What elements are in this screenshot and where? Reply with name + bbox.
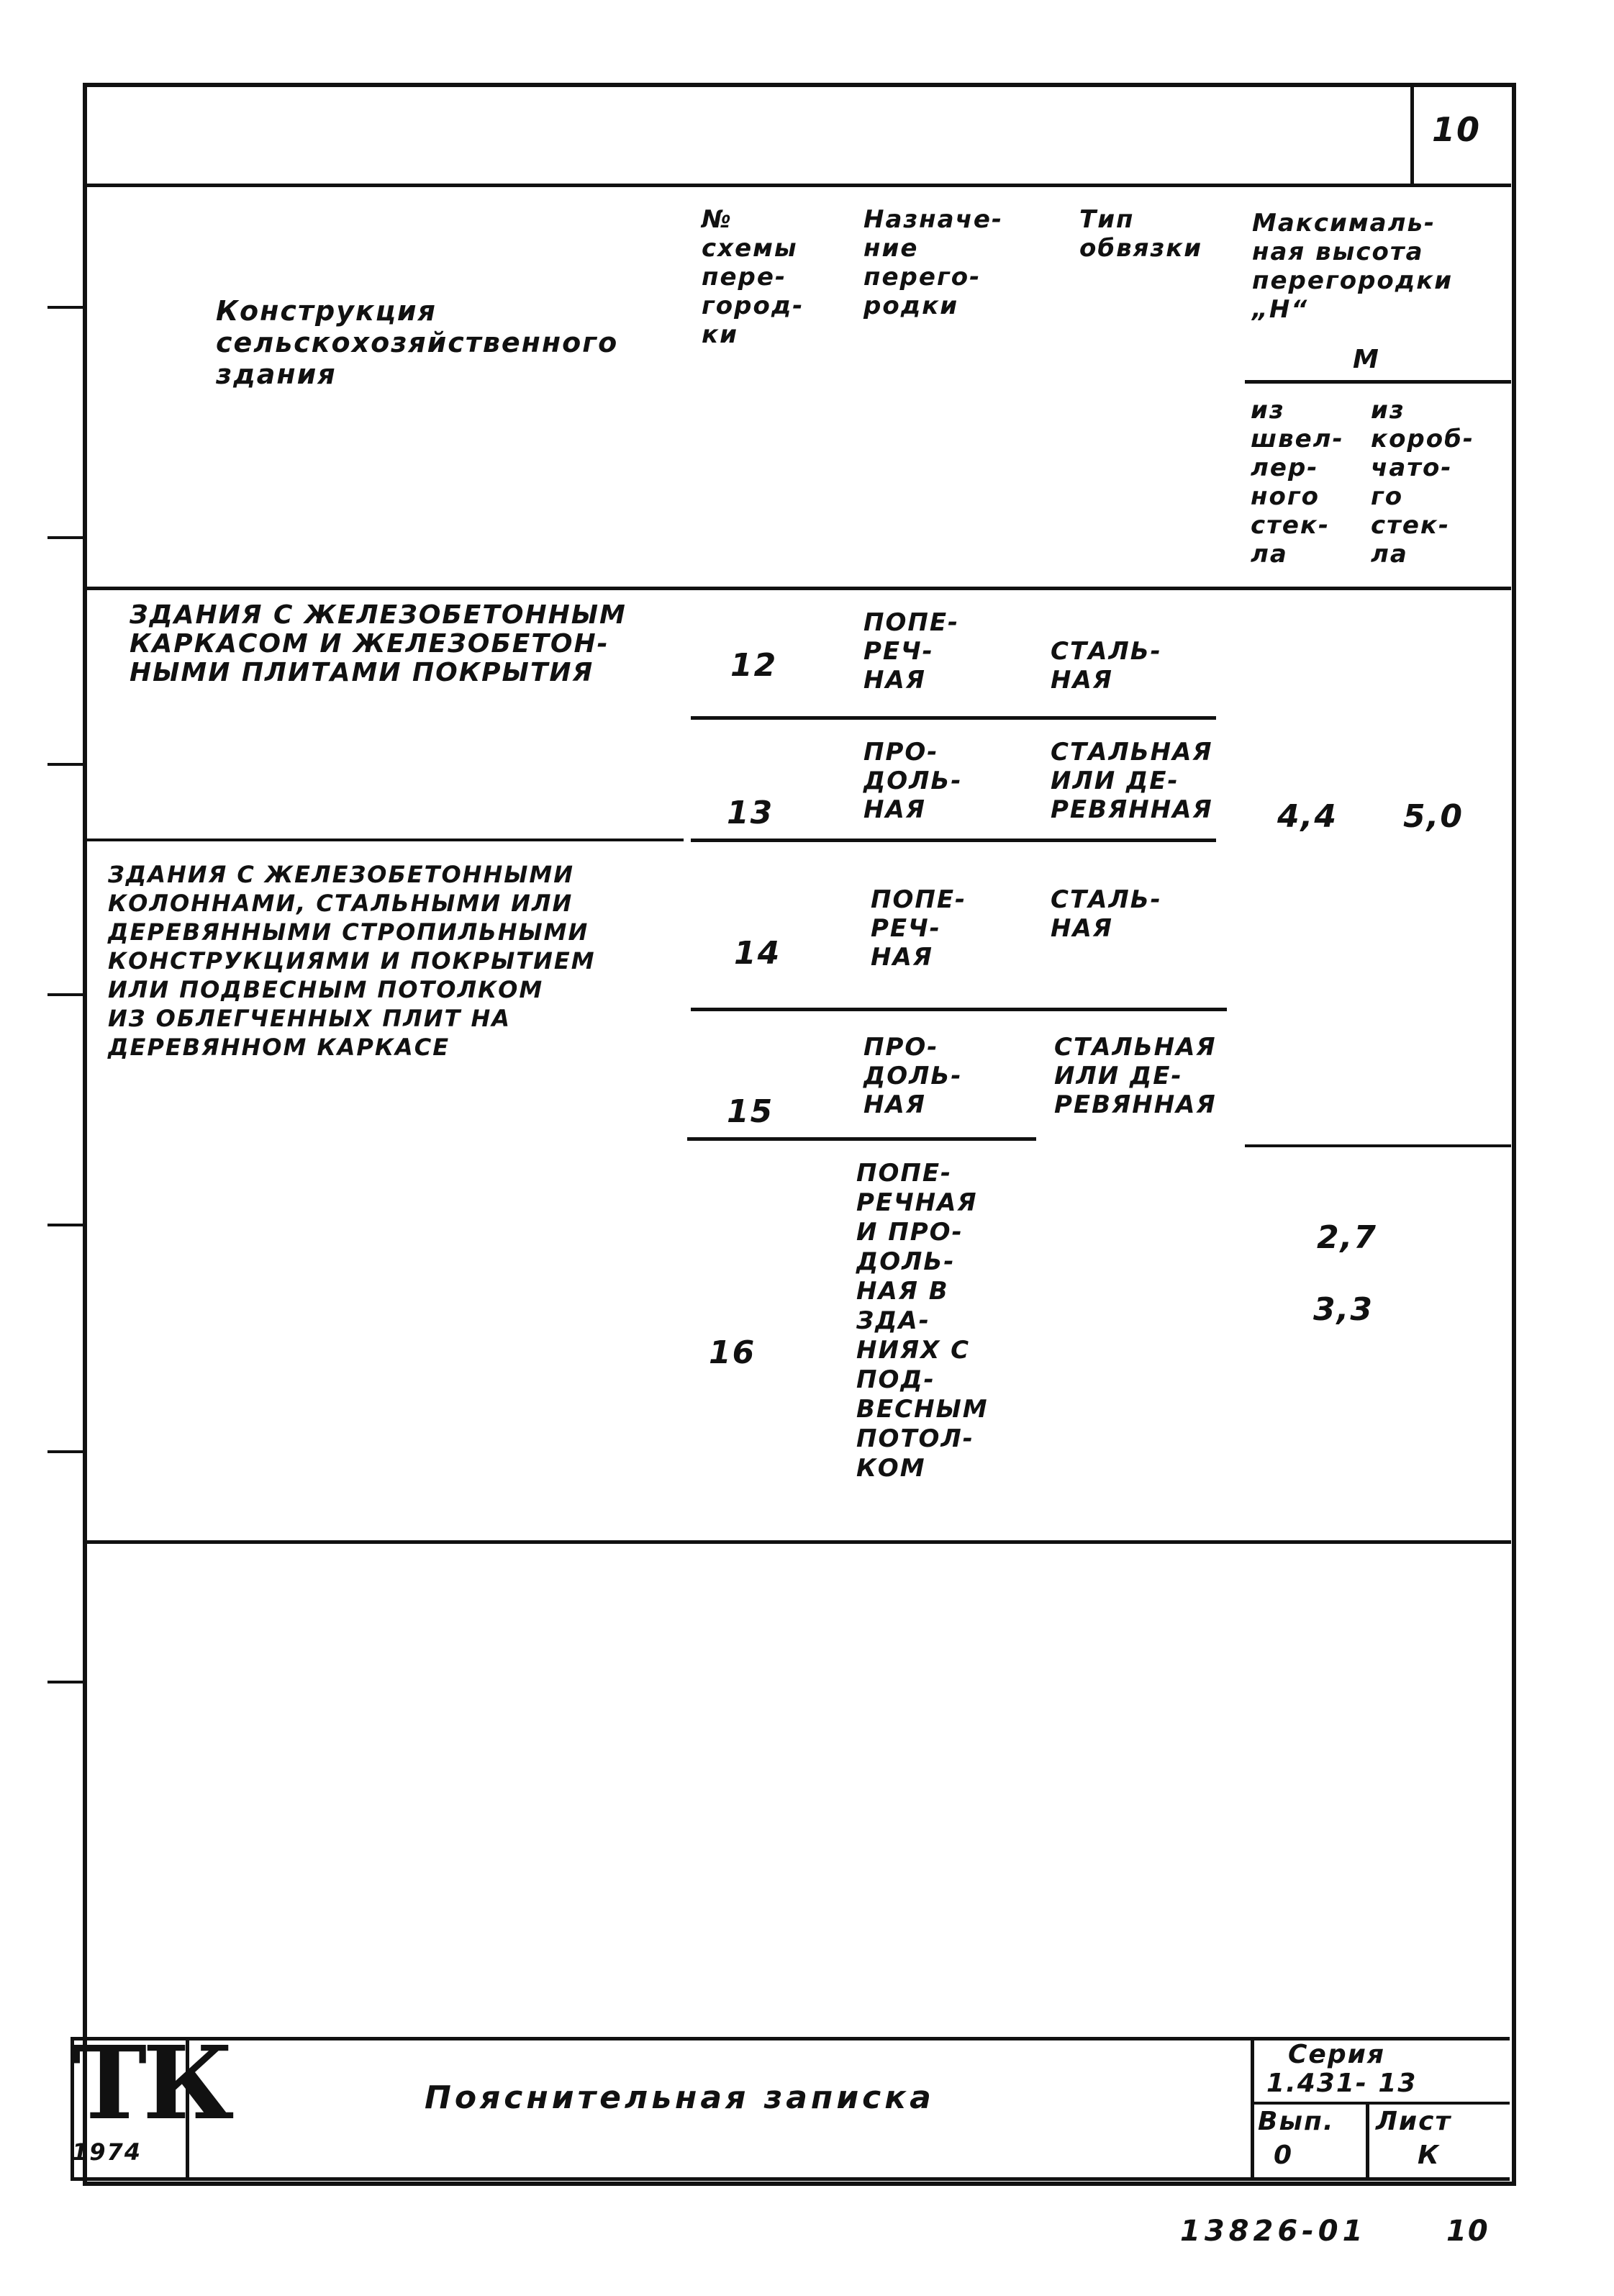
margin-tick <box>47 1681 83 1683</box>
sheet-label: Лист <box>1376 2107 1452 2136</box>
document-title: Пояснительная записка <box>425 2079 935 2116</box>
margin-tick <box>47 993 83 996</box>
group2-building: ЗДАНИЯ С ЖЕЛЕЗОБЕТОННЫМИ КОЛОННАМИ, СТАЛЬНЫМИ ИЛИ ДЕРЕВЯННЫМИ СТРОПИЛЬНЫМИ КОНСТРУКЦИЯМИ И ПОКРЫТИЕМ ИЛИ ПОДВЕСНЫМ ПОТОЛКОМ ИЗ ОБЛЕГЧЕННЫХ ПЛИТ НА ДЕРЕВЯННОМ КАРКАСЕ <box>108 861 596 1061</box>
header-binding: Тип обвязки <box>1079 205 1203 263</box>
header-scheme: № схемы пере- город- ки <box>702 205 804 349</box>
row-14-rule <box>691 1008 1227 1011</box>
page-number-box-line <box>1410 86 1414 187</box>
purpose-16: ПОПЕ- РЕЧНАЯ И ПРО- ДОЛЬ- НАЯ В ЗДА- НИЯХ С ПОД- ВЕСНЫМ ПОТОЛ- КОМ <box>856 1159 989 1483</box>
title-block-bottom-rule <box>71 2177 1510 2181</box>
binding-12: СТАЛЬ- НАЯ <box>1051 637 1162 695</box>
header-channel-glass: из швел- лер- ного стек- ла <box>1251 396 1344 569</box>
header-unit: М <box>1353 345 1380 374</box>
height-box: 5,0 <box>1403 798 1464 835</box>
sheet-divider <box>1366 2102 1369 2181</box>
group1-building: ЗДАНИЯ С ЖЕЛЕЗОБЕТОННЫМ КАРКАСОМ И ЖЕЛЕЗОБЕТОН- НЫМИ ПЛИТАМИ ПОКРЫТИЯ <box>130 600 627 687</box>
margin-tick <box>47 763 83 766</box>
header-bottom-rule <box>86 587 1511 590</box>
series-divider <box>1251 2037 1254 2181</box>
page-number: 10 <box>1432 110 1482 149</box>
scheme-13: 13 <box>727 795 774 831</box>
header-purpose: Назначе- ние перегo- родки <box>863 205 1004 320</box>
row-12-rule <box>691 716 1216 720</box>
binding-13: СТАЛЬНАЯ ИЛИ ДЕ- РЕВЯННАЯ <box>1051 738 1213 824</box>
purpose-14: ПОПЕ- РЕЧ- НАЯ <box>871 885 967 972</box>
margin-tick <box>47 1224 83 1226</box>
scheme-15: 15 <box>727 1093 774 1130</box>
issue-label: Вып. <box>1258 2107 1335 2136</box>
header-top-rule <box>86 184 1511 187</box>
purpose-15: ПРО- ДОЛЬ- НАЯ <box>863 1033 963 1119</box>
height-16a: 2,7 <box>1317 1219 1377 1256</box>
subheader-rule <box>1245 380 1511 384</box>
group-separator <box>86 839 684 841</box>
binding-15: СТАЛЬНАЯ ИЛИ ДЕ- РЕВЯННАЯ <box>1054 1033 1217 1119</box>
height-col-rule <box>1245 1144 1511 1147</box>
table-bottom-rule <box>86 1540 1511 1544</box>
series-rule <box>1251 2102 1510 2105</box>
row-15-rule <box>687 1137 1036 1141</box>
tk-logo: ТК <box>72 2025 230 2143</box>
height-16b: 3,3 <box>1313 1291 1374 1328</box>
binding-14: СТАЛЬ- НАЯ <box>1051 885 1162 943</box>
footer-code: 13826-01 <box>1180 2215 1367 2248</box>
footer-page: 10 <box>1446 2215 1490 2248</box>
purpose-12: ПОПЕ- РЕЧ- НАЯ <box>863 608 960 695</box>
row-13-rule <box>691 839 1216 842</box>
margin-tick <box>47 1450 83 1453</box>
margin-tick <box>47 536 83 539</box>
header-structure: Конструкция сельскохозяйственного здания <box>216 295 619 390</box>
margin-tick <box>47 306 83 309</box>
scheme-16: 16 <box>709 1334 756 1371</box>
series-value: 1.431- 13 <box>1266 2069 1418 2098</box>
issue-value: 0 <box>1274 2141 1294 2170</box>
header-max-height: Максималь- ная высота перегородки „Н“ <box>1252 209 1454 324</box>
purpose-13: ПРО- ДОЛЬ- НАЯ <box>863 738 963 824</box>
height-channel: 4,4 <box>1277 798 1338 835</box>
scheme-12: 12 <box>730 647 778 684</box>
scheme-14: 14 <box>734 935 781 972</box>
sheet-value: К <box>1418 2141 1441 2170</box>
header-box-glass: из короб- чато- го стек- ла <box>1371 396 1474 569</box>
tk-logo-year: 1974 <box>72 2138 142 2166</box>
series-label: Серия <box>1288 2040 1385 2069</box>
